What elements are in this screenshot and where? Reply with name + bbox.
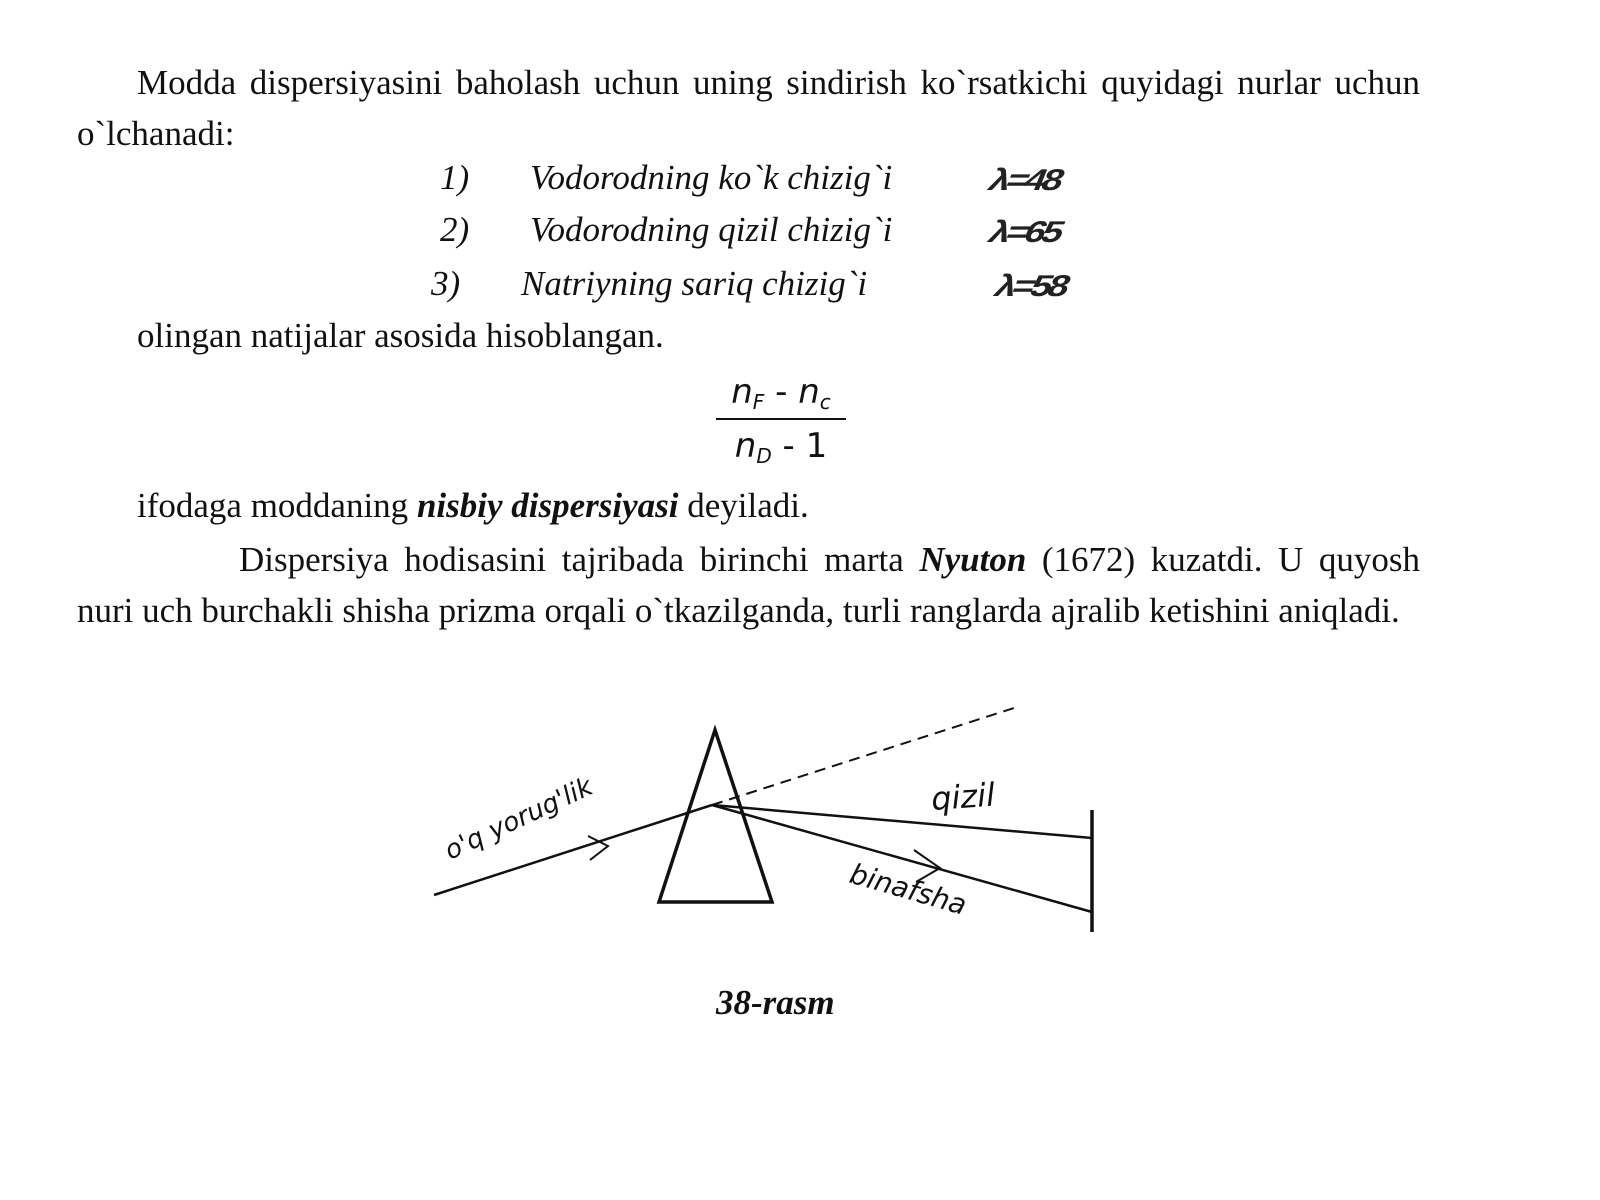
definition-sentence: ifodaga moddaning nisbiy dispersiyasi deyiladi.: [137, 486, 809, 525]
prism-dispersion-figure: [420, 700, 1140, 960]
red-label: qizil: [929, 775, 997, 818]
lambda-value: λ=48: [983, 164, 1067, 197]
intro-paragraph: Modda dispersiyasini baholash uchun uning sindirish ko`rsatkichi quyidagi nurlar uchun o`lchanadi:: [77, 63, 1420, 153]
formula-denominator: $n_D - 1$: [734, 426, 828, 468]
lambda-value: λ=65: [983, 216, 1067, 249]
fraction-bar: [716, 418, 846, 420]
formula-numerator: $n_F - n_c$: [731, 372, 831, 414]
incoming-label: o'q yorug'lik: [440, 771, 598, 867]
violet-label: binafsha: [846, 857, 971, 922]
results-sentence: olingan natijalar asosida hisoblangan.: [137, 316, 664, 355]
term-relative-dispersion: nisbiy dispersiyasi: [416, 486, 679, 525]
name-newton: Nyuton: [919, 540, 1027, 579]
dispersion-formula: [716, 372, 846, 468]
lambda-value: λ=58: [989, 270, 1073, 303]
newton-paragraph: Dispersiya hodisasini tajribada birinchi marta Nyuton (1672) kuzatdi. U quyosh nuri uch burchakli shisha prizma orqali o`tkazilganda, turli ranglarda ajralib ketishini aniqladi.: [77, 540, 1420, 630]
figure-caption: 38-rasm: [716, 983, 835, 1022]
